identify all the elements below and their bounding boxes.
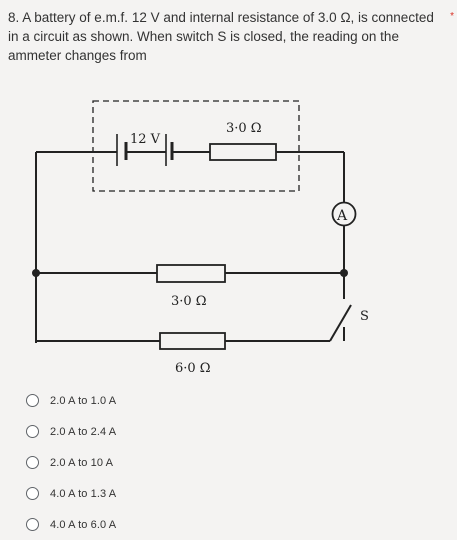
option-1-label[interactable]: 2.0 A to 1.0 A (50, 394, 117, 407)
option-5-label[interactable]: 4.0 A to 6.0 A (50, 518, 117, 531)
option-3[interactable] (26, 447, 116, 478)
option-4-label[interactable]: 4.0 A to 1.3 A (50, 487, 117, 500)
middle-resistor-label: 3·0 Ω (171, 294, 207, 309)
option-2-radio[interactable] (26, 425, 39, 438)
question-text-block (8, 8, 454, 65)
option-5-radio[interactable] (26, 518, 39, 531)
option-4[interactable] (26, 478, 116, 509)
battery-label: 12 V (130, 132, 161, 147)
option-1[interactable] (26, 385, 116, 416)
option-1-radio[interactable] (26, 394, 39, 407)
internal-resistor-label: 3·0 Ω (226, 121, 262, 136)
option-2-label[interactable]: 2.0 A to 2.4 A (50, 425, 117, 438)
option-2[interactable] (26, 416, 116, 447)
option-3-label[interactable]: 2.0 A to 10 A (50, 456, 114, 469)
battery-enclosure (93, 101, 299, 191)
option-4-radio[interactable] (26, 487, 39, 500)
middle-resistor (157, 265, 225, 282)
bottom-resistor (160, 333, 225, 349)
bottom-resistor-label: 6·0 Ω (175, 361, 211, 376)
required-marker: * (450, 11, 454, 22)
circuit-diagram (0, 90, 457, 385)
answer-options (26, 385, 116, 540)
left-junction-dot (32, 269, 40, 277)
option-3-radio[interactable] (26, 456, 39, 469)
internal-resistor (210, 144, 276, 160)
right-junction-dot (340, 269, 348, 277)
switch-label: S (360, 309, 369, 324)
switch-blade (330, 305, 351, 341)
ammeter-label: A (337, 208, 348, 224)
question-text: 8. A battery of e.m.f. 12 V and internal resistance of 3.0 Ω, is connected in a circuit as shown. When switch S is closed, the reading on the ammeter changes from (8, 10, 434, 63)
option-5[interactable] (26, 509, 116, 540)
